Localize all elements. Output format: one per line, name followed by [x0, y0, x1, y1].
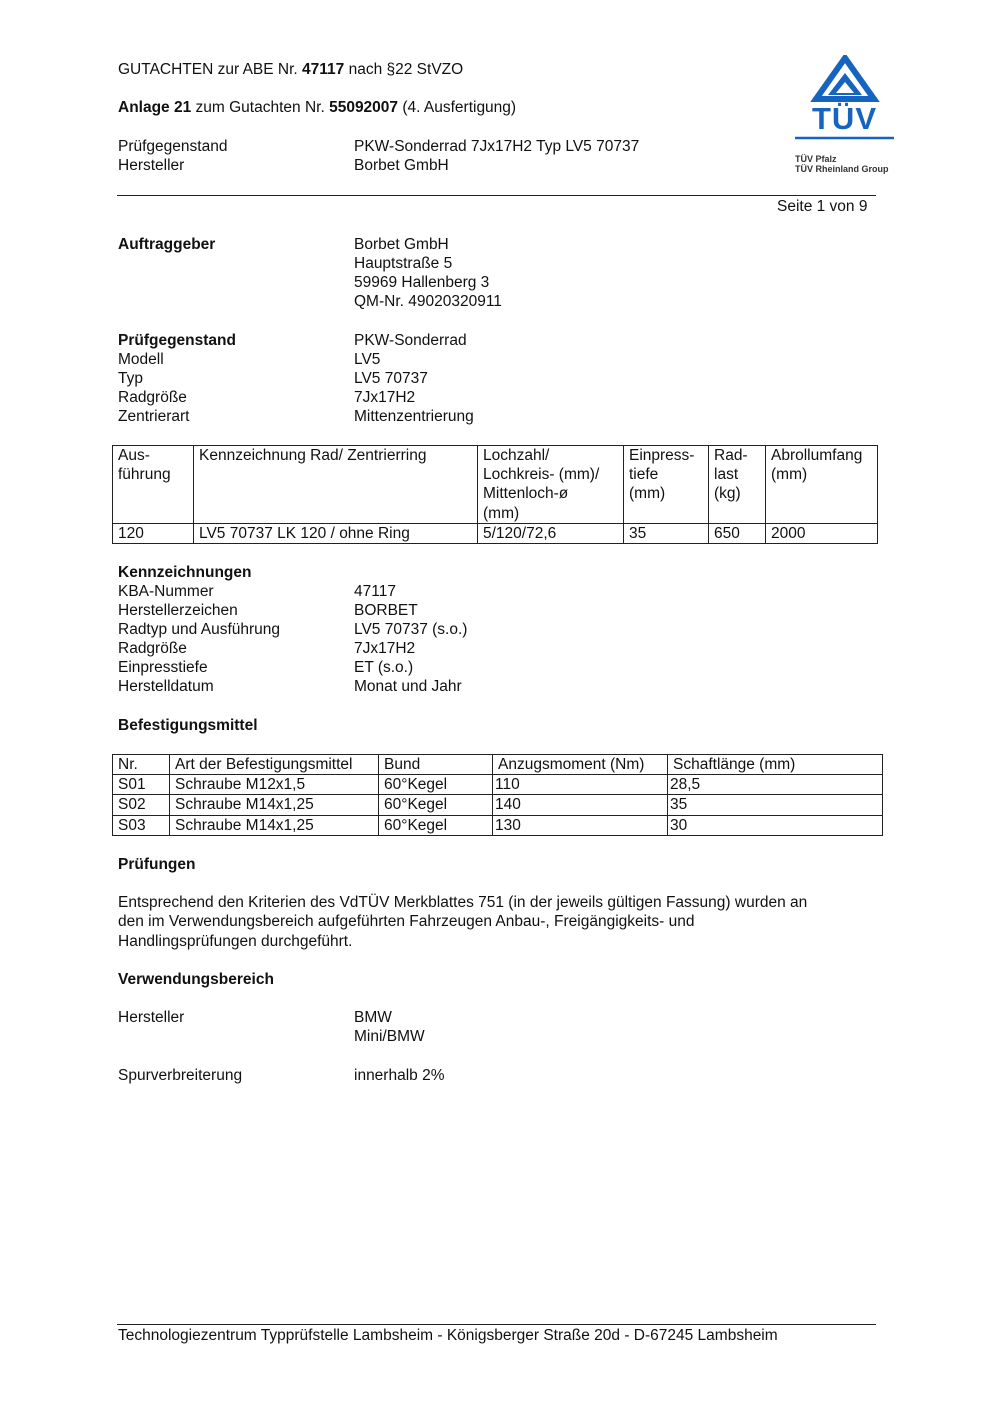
- section-heading: Verwendungsbereich: [118, 971, 274, 988]
- anlage-mid: zum Gutachten Nr.: [191, 99, 330, 116]
- table-cell: S01: [113, 775, 170, 795]
- table-cell: 5/120/72,6: [478, 523, 624, 543]
- column-header: Art der Befestigungsmittel: [170, 755, 379, 775]
- column-header: Aus- führung: [113, 446, 194, 524]
- header-suffix: nach §22 StVZO: [344, 61, 464, 78]
- table-cell: 35: [668, 795, 883, 815]
- wheel-table: [112, 445, 878, 544]
- table-cell: Schraube M14x1,25: [170, 815, 379, 835]
- auftraggeber-line: QM-Nr. 49020320911: [354, 293, 502, 310]
- table-cell: 2000: [766, 523, 878, 543]
- spurverbreiterung-label: Spurverbreiterung: [118, 1067, 243, 1084]
- typ-value: LV5 70737: [354, 370, 428, 387]
- auftraggeber-label: Auftraggeber: [118, 236, 216, 253]
- table-cell: 650: [709, 523, 766, 543]
- section-heading: Kennzeichnungen: [118, 564, 252, 581]
- auftraggeber-line: 59969 Hallenberg 3: [354, 274, 490, 291]
- column-header: Einpress- tiefe (mm): [624, 446, 709, 524]
- header-prefix: GUTACHTEN zur ABE Nr.: [118, 61, 303, 78]
- radgroesse-label: Radgröße: [118, 389, 187, 406]
- table-cell: 110: [493, 775, 668, 795]
- zentrierart-label: Zentrierart: [118, 408, 190, 425]
- column-header: Abrollumfang (mm): [766, 446, 878, 524]
- herstellerzeichen-label: Herstellerzeichen: [118, 602, 238, 619]
- befestigung-table: [112, 754, 883, 836]
- footer-address: Technologiezentrum Typprüfstelle Lambsheim - Königsberger Straße 20d - D-67245 Lambsheim: [118, 1327, 778, 1344]
- zentrierart-value: Mittenzentrierung: [354, 408, 474, 425]
- anlage-label: Anlage 21: [118, 99, 192, 116]
- einpresstiefe-label: Einpresstiefe: [118, 659, 208, 676]
- kba-value: 47117: [354, 583, 396, 600]
- pruefgegenstand-label: Prüfgegenstand: [118, 332, 236, 349]
- abe-number: 47117: [302, 61, 345, 78]
- tuev-group-label: TÜV Rheinland Group: [795, 164, 889, 174]
- kba-label: KBA-Nummer: [118, 583, 214, 600]
- table-row: [113, 795, 883, 815]
- paragraph-line: Entsprechend den Kriterien des VdTÜV Merkblattes 751 (in der jeweils gültigen Fassung) wurden an: [118, 894, 808, 911]
- table-cell: S03: [113, 815, 170, 835]
- table-cell: 130: [493, 815, 668, 835]
- section-heading: Befestigungsmittel: [118, 717, 258, 734]
- tuev-logo: [792, 55, 898, 180]
- table-cell: 60°Kegel: [379, 795, 493, 815]
- section-heading: Prüfungen: [118, 856, 196, 873]
- header-line-2: [118, 98, 516, 117]
- tuev-pfalz-label: TÜV Pfalz: [795, 154, 837, 164]
- ausfertigung: (4. Ausfertigung): [398, 99, 517, 116]
- table-cell: Schraube M12x1,5: [170, 775, 379, 795]
- pruefgegenstand-value: PKW-Sonderrad: [354, 332, 467, 349]
- table-cell: 120: [113, 523, 194, 543]
- header-value-pruefgegenstand: PKW-Sonderrad 7Jx17H2 Typ LV5 70737: [354, 138, 640, 155]
- radtyp-label: Radtyp und Ausführung: [118, 621, 281, 638]
- header-line-1: [118, 60, 463, 79]
- column-header: Lochzahl/ Lochkreis- (mm)/ Mittenloch-ø (mm): [478, 446, 624, 524]
- hersteller-value: BMW: [354, 1009, 392, 1026]
- table-cell: 140: [493, 795, 668, 815]
- table-header-row: [113, 446, 878, 524]
- table-row: [113, 775, 883, 795]
- column-header: Schaftlänge (mm): [668, 755, 883, 775]
- column-header: Nr.: [113, 755, 170, 775]
- table-cell: LV5 70737 LK 120 / ohne Ring: [194, 523, 478, 543]
- table-cell: 60°Kegel: [379, 815, 493, 835]
- table-cell: 35: [624, 523, 709, 543]
- page-number: Seite 1 von 9: [777, 198, 868, 215]
- tuev-wordmark: TÜV: [812, 101, 877, 136]
- table-header-row: [113, 755, 883, 775]
- radgroesse-value: 7Jx17H2: [354, 389, 416, 406]
- header-label-pruefgegenstand: Prüfgegenstand: [118, 138, 228, 155]
- auftraggeber-line: Hauptstraße 5: [354, 255, 453, 272]
- radgroesse-label: Radgröße: [118, 640, 187, 657]
- auftraggeber-line: Borbet GmbH: [354, 236, 449, 253]
- header-divider: [117, 195, 876, 196]
- table-cell: 30: [668, 815, 883, 835]
- paragraph-line: den im Verwendungsbereich aufgeführten Fahrzeugen Anbau-, Freigängigkeits- und: [118, 913, 695, 930]
- einpresstiefe-value: ET (s.o.): [354, 659, 414, 676]
- table-row: [113, 523, 878, 543]
- modell-value: LV5: [354, 351, 381, 368]
- column-header: Rad- last (kg): [709, 446, 766, 524]
- table-row: [113, 815, 883, 835]
- modell-label: Modell: [118, 351, 164, 368]
- hersteller-value: Mini/BMW: [354, 1028, 425, 1045]
- table-cell: S02: [113, 795, 170, 815]
- column-header: Bund: [379, 755, 493, 775]
- header-label-hersteller: Hersteller: [118, 157, 185, 174]
- spurverbreiterung-value: innerhalb 2%: [354, 1067, 445, 1084]
- header-value-hersteller: Borbet GmbH: [354, 157, 449, 174]
- paragraph-line: Handlingsprüfungen durchgeführt.: [118, 933, 353, 950]
- table-cell: 28,5: [668, 775, 883, 795]
- column-header: Anzugsmoment (Nm): [493, 755, 668, 775]
- herstelldatum-label: Herstelldatum: [118, 678, 214, 695]
- gutachten-number: 55092007: [329, 99, 399, 116]
- table-cell: 60°Kegel: [379, 775, 493, 795]
- footer-divider: [117, 1324, 876, 1325]
- table-cell: Schraube M14x1,25: [170, 795, 379, 815]
- typ-label: Typ: [118, 370, 143, 387]
- hersteller-label: Hersteller: [118, 1009, 185, 1026]
- herstellerzeichen-value: BORBET: [354, 602, 418, 619]
- column-header: Kennzeichnung Rad/ Zentrierring: [194, 446, 478, 524]
- radgroesse-value: 7Jx17H2: [354, 640, 416, 657]
- radtyp-value: LV5 70737 (s.o.): [354, 621, 468, 638]
- herstelldatum-value: Monat und Jahr: [354, 678, 462, 695]
